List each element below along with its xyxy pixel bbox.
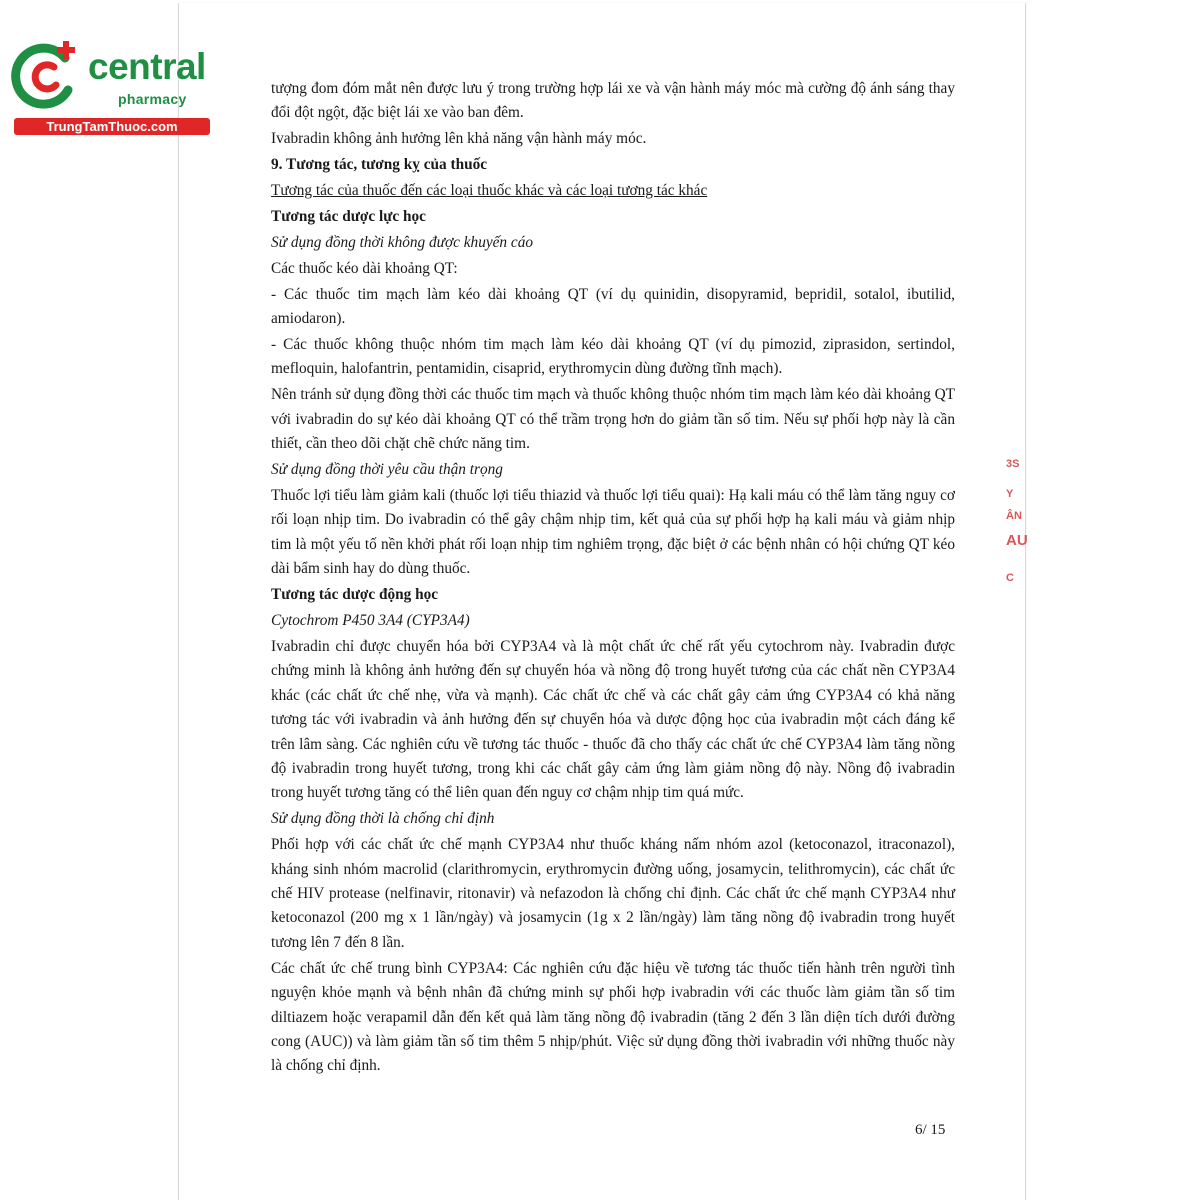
- paragraph: Ivabradin không ảnh hưởng lên khả năng vận hành máy móc.: [271, 130, 647, 148]
- italic-subheading: Sử dụng đồng thời không được khuyến cáo: [271, 233, 533, 251]
- italic-subheading: Sử dụng đồng thời yêu cầu thận trọng: [271, 461, 503, 479]
- stamp-text: Y: [1006, 488, 1014, 500]
- pharmacy-logo-icon: [10, 38, 86, 114]
- paragraph: Phối hợp với các chất ức chế mạnh CYP3A4 như thuốc kháng nấm nhóm azol (ketoconazol, itraconazol), kháng sinh nhóm macrolid (clarithromycin, erythromycin đường uống, josamycin, telithromycin), các chất ức chế HIV protease (nelfinavir, ritonavir) và nefazodon là chống chỉ định. Các chất ức chế mạnh CYP3A4 như ketoconazol (200 mg x 1 lần/ngày) và josamycin (1g x 2 lần/ngày) làm tăng nồng độ ivabradin trong huyết tương lên 7 đến 8 lần.: [271, 836, 955, 951]
- document-body: [271, 77, 955, 1080]
- italic-subheading: Sử dụng đồng thời là chống chỉ định: [271, 810, 495, 828]
- central-pharmacy-logo[interactable]: [10, 38, 215, 136]
- page-number: 6/ 15: [915, 1122, 946, 1138]
- brand-subtitle: pharmacy: [118, 91, 187, 107]
- paragraph: Thuốc lợi tiểu làm giảm kali (thuốc lợi tiểu thiazid và thuốc lợi tiểu quai): Hạ kali máu có thể làm tăng nguy cơ rối loạn nhịp tim. Do ivabradin có thể gây chậm nhịp tim, kết quả của sự phối hợp hạ kali máu và giảm nhịp tim là một yếu tố nền khởi phát rối loạn nhịp tim nghiêm trọng, đặc biệt ở các bệnh nhân có hội chứng QT kéo dài bẩm sinh hay do dùng thuốc.: [271, 487, 955, 578]
- paragraph: Ivabradin chỉ được chuyển hóa bởi CYP3A4 và là một chất ức chế rất yếu cytochrom này. Ivabradin được chứng minh là không ảnh hưởng đến sự chuyển hóa và nồng độ trong huyết tương của các chất nền CYP3A4 khác (các chất ức chế nhẹ, vừa và mạnh). Các chất ức chế và các chất gây cảm ứng CYP3A4 có khả năng tương tác với ivabradin và ảnh hưởng đến sự chuyển hóa và dược động học của ivabradin một cách đáng kể trên lâm sàng. Các nghiên cứu về tương tác thuốc - thuốc đã cho thấy các chất ức chế CYP3A4 làm tăng nồng độ ivabradin trong huyết tương, trong khi các chất gây cảm ứng làm giảm nồng độ này. Nồng độ ivabradin trong huyết tương tăng có thể liên quan đến nguy cơ chậm nhịp tim quá mức.: [271, 637, 955, 802]
- brand-url-badge[interactable]: TrungTamThuoc.com: [14, 118, 210, 135]
- bold-subheading: Tương tác dược động học: [271, 586, 439, 604]
- paragraph: tượng đom đóm mắt nên được lưu ý trong trường hợp lái xe và vận hành máy móc mà cường độ ánh sáng thay đổi đột ngột, đặc biệt lái xe vào ban đêm.: [271, 80, 955, 122]
- brand-name: central: [88, 46, 206, 87]
- paragraph: - Các thuốc không thuộc nhóm tim mạch làm kéo dài khoảng QT (ví dụ pimozid, ziprasidon, sertindol, mefloquin, halofantrin, pentamidin, cisaprid, erythromycin dùng đường tĩnh mạch).: [271, 336, 955, 378]
- italic-subheading: Cytochrom P450 3A4 (CYP3A4): [271, 612, 470, 630]
- stamp-text: C: [1006, 572, 1014, 584]
- section-heading: 9. Tương tác, tương kỵ của thuốc: [271, 156, 488, 174]
- underlined-subheading: Tương tác của thuốc đến các loại thuốc khác và các loại tương tác khác: [271, 182, 708, 200]
- stamp-text: AU: [1006, 532, 1028, 549]
- red-stamp-fragment: [1004, 450, 1028, 610]
- paragraph: - Các thuốc tim mạch làm kéo dài khoảng QT (ví dụ quinidin, disopyramid, bepridil, sotalol, ibutilid, amiodaron).: [271, 285, 955, 328]
- paragraph: Nên tránh sử dụng đồng thời các thuốc tim mạch và thuốc không thuộc nhóm tim mạch làm kéo dài khoảng QT với ivabradin do sự kéo dài khoảng QT có thể trầm trọng hơn do giảm tần số tim. Nếu sự phối hợp này là cần thiết, cần theo dõi chặt chẽ chức năng tim.: [271, 386, 955, 453]
- stamp-text: 3S: [1006, 458, 1020, 470]
- stamp-text: ÂN: [1006, 510, 1022, 522]
- bold-subheading: Tương tác dược lực học: [271, 208, 426, 226]
- paragraph: Các chất ức chế trung bình CYP3A4: Các nghiên cứu đặc hiệu về tương tác thuốc tiến hành trên người tình nguyện khỏe mạnh và bệnh nhân đã chứng minh sự phối hợp ivabradin với các thuốc làm giảm tần số tim diltiazem hoặc verapamil dẫn đến kết quả làm tăng nồng độ ivabradin (tăng 2 đến 3 lần diện tích dưới đường cong (AUC)) và làm giảm tần số tim thêm 5 nhịp/phút. Việc sử dụng đồng thời ivabradin với những thuốc này là chống chỉ định.: [271, 959, 955, 1075]
- paragraph: Các thuốc kéo dài khoảng QT:: [271, 259, 458, 277]
